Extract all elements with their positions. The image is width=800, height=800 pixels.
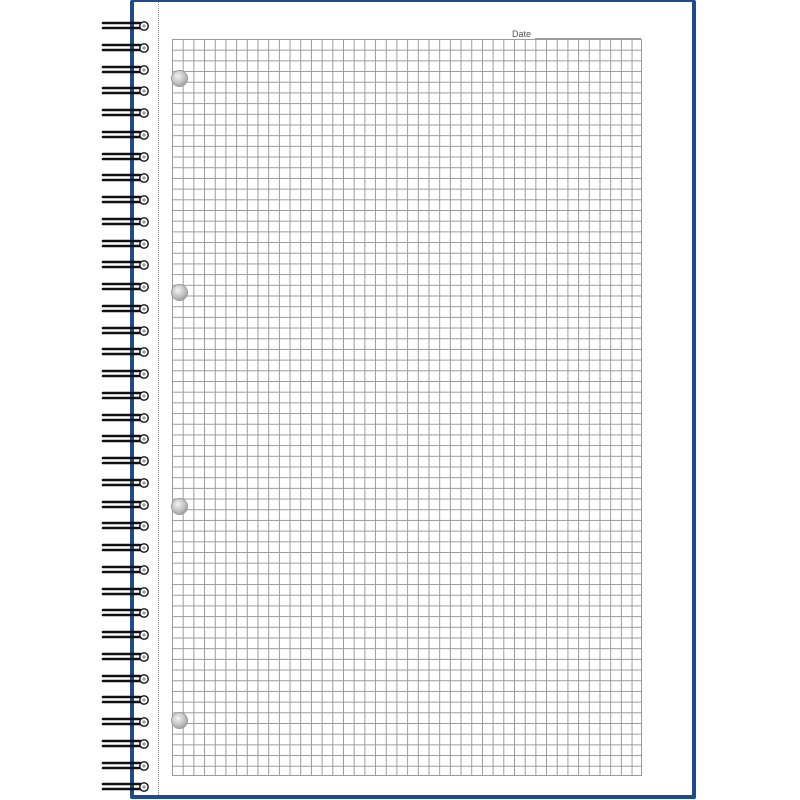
punch-hole-icon [172, 713, 187, 728]
punch-hole-icon [172, 285, 187, 300]
wire-coil-ring-icon [100, 629, 150, 641]
punch-hole-icon [172, 499, 187, 514]
wire-coil-ring-icon [100, 651, 150, 663]
wire-coil-ring-icon [100, 586, 150, 598]
wire-coil-ring-icon [100, 194, 150, 206]
wire-coil-ring-icon [100, 85, 150, 97]
wire-coil-ring-icon [100, 499, 150, 511]
wire-coil-ring-icon [100, 694, 150, 706]
date-label: Date [512, 29, 532, 39]
wire-coil-ring-icon [100, 781, 150, 793]
wire-coil-ring-icon [100, 455, 150, 467]
wire-coil-ring-icon [100, 673, 150, 685]
wire-coil-ring-icon [100, 716, 150, 728]
wire-coil-ring-icon [100, 259, 150, 271]
wire-coil-ring-icon [100, 172, 150, 184]
wire-coil-ring-icon [100, 368, 150, 380]
wire-coil-ring-icon [100, 477, 150, 489]
wire-coil-ring-icon [100, 564, 150, 576]
wire-coil-ring-icon [100, 390, 150, 402]
perforation-line [158, 2, 159, 795]
wire-coil-ring-icon [100, 238, 150, 250]
wire-coil-ring-icon [100, 281, 150, 293]
wire-coil-ring-icon [100, 20, 150, 32]
wire-coil-ring-icon [100, 738, 150, 750]
wire-coil-ring-icon [100, 64, 150, 76]
wire-coil-ring-icon [100, 325, 150, 337]
punch-hole-icon [172, 71, 187, 86]
wire-coil-ring-icon [100, 42, 150, 54]
wire-coil-ring-icon [100, 151, 150, 163]
wire-coil-ring-icon [100, 129, 150, 141]
date-input-line[interactable] [535, 29, 641, 39]
date-field[interactable] [512, 25, 641, 39]
wire-coil-ring-icon [100, 542, 150, 554]
wire-coil-ring-icon [100, 520, 150, 532]
wire-coil-ring-icon [100, 346, 150, 358]
wire-coil-ring-icon [100, 216, 150, 228]
wire-coil-ring-icon [100, 433, 150, 445]
wire-coil-ring-icon [100, 760, 150, 772]
wire-coil-ring-icon [100, 412, 150, 424]
graph-grid [172, 39, 642, 776]
wire-coil-ring-icon [100, 303, 150, 315]
wire-coil-ring-icon [100, 607, 150, 619]
wire-coil-ring-icon [100, 107, 150, 119]
